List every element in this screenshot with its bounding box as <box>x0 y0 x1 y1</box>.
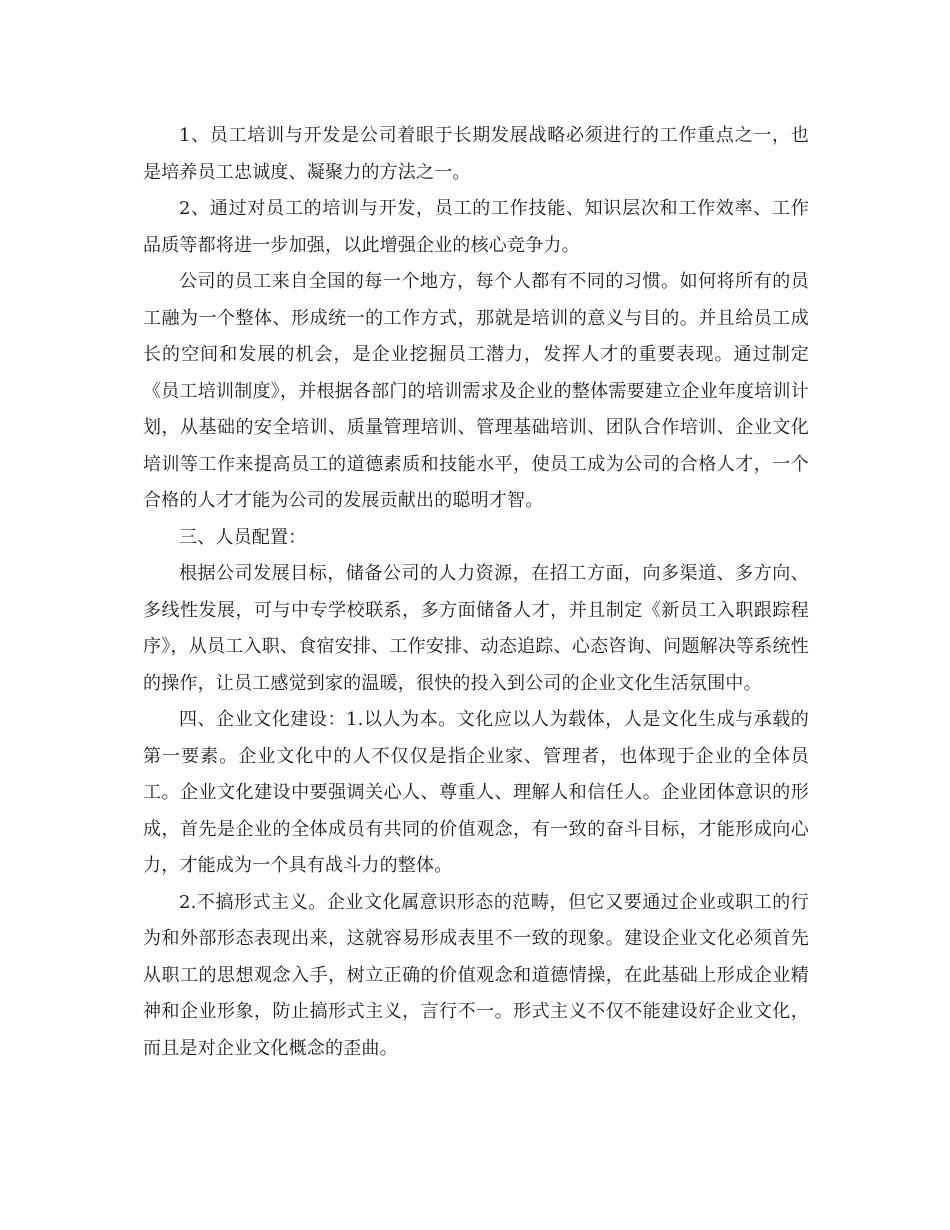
paragraph-training-point-2: 2、通过对员工的培训与开发，员工的工作技能、知识层次和工作效率、工作品质等都将进一步加强，以此增强企业的核心竞争力。 <box>143 198 809 256</box>
section-heading-staffing: 三、人员配置： <box>179 526 307 548</box>
paragraph-training-purpose: 公司的员工来自全国的每一个地方，每个人都有不同的习惯。如何将所有的员工融为一个整体、形成统一的工作方式，那就是培训的意义与目的。并且给员工成长的空间和发展的机会，是企业挖掘员工潜力，发挥人才的重要表现。通过制定《员工培训制度》，并根据各部门的培训需求及企业的整体需要建立企业年度培训计划，从基础的安全培训、质量管理培训、管理基础培训、团队合作培训、企业文化培训等工作来提高员工的道德素质和技能水平，使员工成为公司的合格人才，一个合格的人才才能为公司的发展贡献出的聪明才智。 <box>143 271 809 511</box>
paragraph-culture-people-oriented: 四、企业文化建设：1.以人为本。文化应以人为载体，人是文化生成与承载的第一要素。企业文化中的人不仅仅是指企业家、管理者，也体现于企业的全体员工。企业文化建设中要强调关心人、尊重人、理解人和信任人。企业团体意识的形成，首先是企业的全体成员有共同的价值观念，有一致的奋斗目标，才能形成向心力，才能成为一个具有战斗力的整体。 <box>143 709 809 876</box>
paragraph-training-point-1: 1、员工培训与开发是公司着眼于长期发展战略必须进行的工作重点之一，也是培养员工忠诚度、凝聚力的方法之一。 <box>143 125 809 183</box>
paragraph-culture-no-formalism: 2.不搞形式主义。企业文化属意识形态的范畴，但它又要通过企业或职工的行为和外部形态表现出来，这就容易形成表里不一致的现象。建设企业文化必须首先从职工的思想观念入手，树立正确的价值观念和道德情操，在此基础上形成企业精神和企业形象，防止搞形式主义，言行不一。形式主义不仅不能建设好企业文化，而且是对企业文化概念的歪曲。 <box>143 891 809 1059</box>
paragraph-staffing: 根据公司发展目标，储备公司的人力资源，在招工方面，向多渠道、多方向、多线性发展，可与中专学校联系，多方面储备人才，并且制定《新员工入职跟踪程序》，从员工入职、食宿安排、工作安排、动态追踪、心态咨询、问题解决等系统性的操作，让员工感觉到家的温暖，很快的投入到公司的企业文化生活氛围中。 <box>143 563 809 694</box>
document-body <box>143 118 809 1067</box>
